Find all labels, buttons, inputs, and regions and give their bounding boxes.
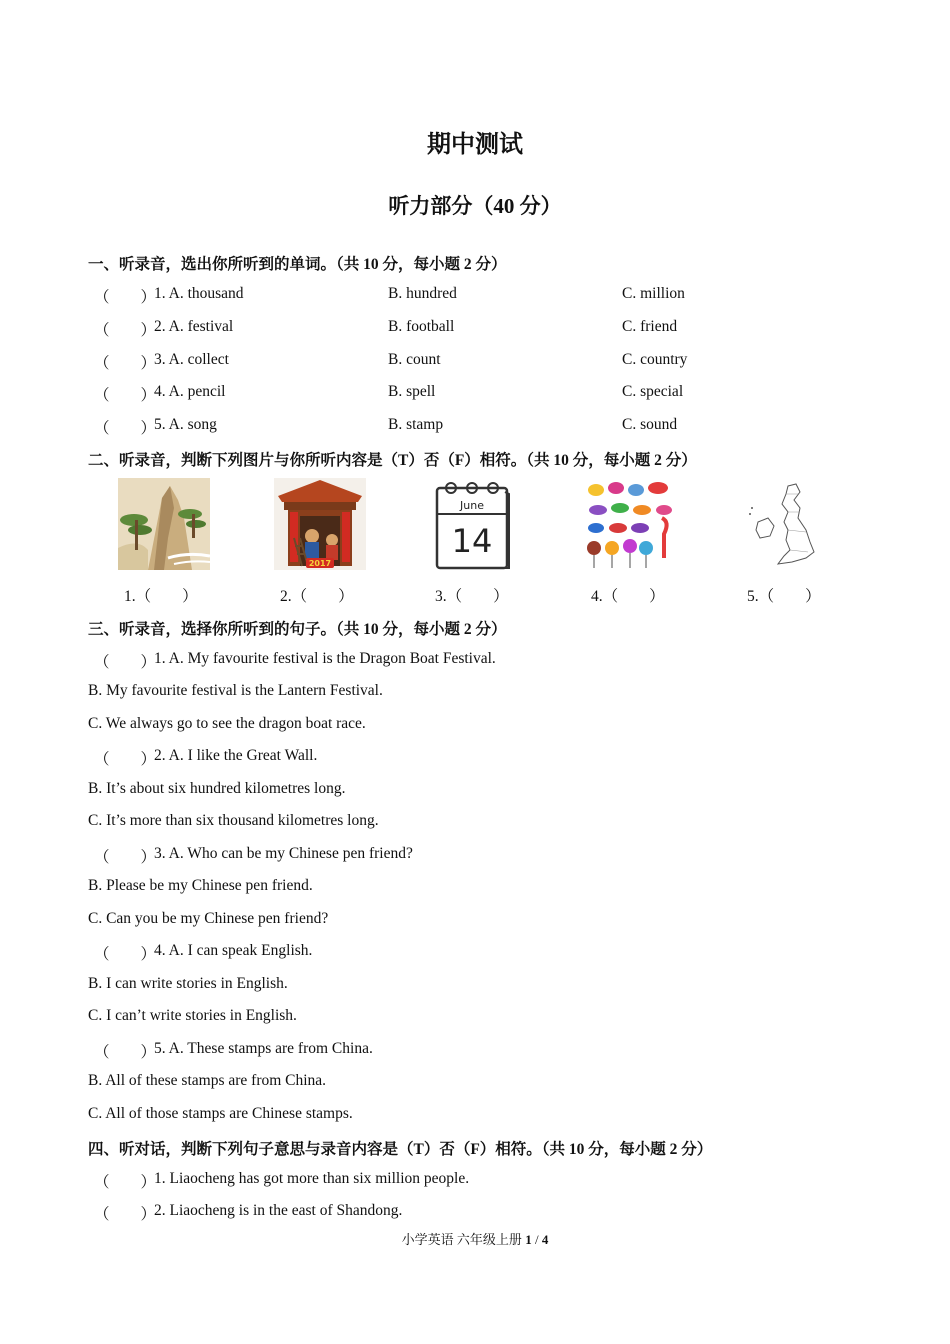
page-number: 1 bbox=[525, 1232, 532, 1247]
option-a: 1. A. thousand bbox=[154, 285, 244, 302]
answer-bracket: （ ） bbox=[94, 322, 157, 339]
option-b: B. hundred bbox=[388, 285, 457, 302]
option-b: B. I can write stories in English. bbox=[88, 975, 288, 992]
part1-heading: 一、听录音，选出你所听到的单词。（共 10 分，每小题 2 分） bbox=[88, 256, 507, 273]
option-c: C. million bbox=[622, 285, 685, 302]
picture-answer: 4.（ ） bbox=[591, 588, 665, 605]
calendar-day: 14 bbox=[451, 522, 493, 560]
option-a: 5. A. These stamps are from China. bbox=[154, 1040, 373, 1057]
option-a: 1. A. My favourite festival is the Dragon Boat Festival. bbox=[154, 650, 496, 667]
answer-bracket: （ ） bbox=[94, 654, 157, 671]
calendar-icon bbox=[433, 478, 513, 572]
page-title: 期中测试 bbox=[427, 132, 523, 158]
option-a: 2. A. I like the Great Wall. bbox=[154, 747, 318, 764]
option-b: B. count bbox=[388, 351, 441, 368]
page-total: 4 bbox=[541, 1232, 549, 1247]
page-footer bbox=[0, 1229, 950, 1248]
part2-heading: 二、听录音，判断下列图片与你所听内容是（T）否（F）相符。（共 10 分，每小题 2 分） bbox=[88, 452, 697, 469]
option-c: C. I can’t write stories in English. bbox=[88, 1007, 297, 1024]
option-c: C. country bbox=[622, 351, 688, 368]
part3-heading: 三、听录音，选择你所听到的句子。（共 10 分，每小题 2 分） bbox=[88, 621, 507, 638]
option-b: B. All of these stamps are from China. bbox=[88, 1072, 327, 1089]
part4-heading: 四、听对话，判断下列句子意思与录音内容是（T）否（F）相符。（共 10 分，每小题 2 分） bbox=[88, 1141, 713, 1158]
footer-text: 小学英语 六年级上册 bbox=[401, 1232, 522, 1247]
answer-bracket: （ ） bbox=[94, 1206, 157, 1223]
option-a: 2. A. festival bbox=[154, 318, 234, 335]
option-b: B. It’s about six hundred kilometres long. bbox=[88, 780, 346, 797]
poster-year: 2017 bbox=[308, 559, 332, 568]
answer-bracket: （ ） bbox=[94, 1174, 157, 1191]
option-a: 4. A. I can speak English. bbox=[154, 942, 313, 959]
answer-bracket: （ ） bbox=[94, 355, 157, 372]
option-a: 4. A. pencil bbox=[154, 383, 226, 400]
section-title: 听力部分（40 分） bbox=[388, 194, 562, 218]
option-b: B. Please be my Chinese pen friend. bbox=[88, 877, 313, 894]
candy-icon bbox=[584, 478, 676, 570]
uk-map-icon bbox=[748, 478, 820, 570]
statement: 1. Liaocheng has got more than six million people. bbox=[154, 1170, 470, 1187]
option-b: B. spell bbox=[388, 383, 436, 400]
option-a: 3. A. collect bbox=[154, 351, 229, 368]
calendar-month: June bbox=[460, 499, 484, 512]
option-c: C. Can you be my Chinese pen friend? bbox=[88, 910, 329, 927]
picture-answer: 2.（ ） bbox=[280, 588, 354, 605]
option-a: 5. A. song bbox=[154, 416, 217, 433]
spring-festival-door-icon bbox=[274, 478, 366, 570]
option-a: 3. A. Who can be my Chinese pen friend? bbox=[154, 845, 413, 862]
option-c: C. special bbox=[622, 383, 684, 400]
answer-bracket: （ ） bbox=[94, 751, 157, 768]
answer-bracket: （ ） bbox=[94, 387, 157, 404]
answer-bracket: （ ） bbox=[94, 849, 157, 866]
mountain-landscape-icon bbox=[118, 478, 210, 570]
answer-bracket: （ ） bbox=[94, 946, 157, 963]
picture-answer: 1.（ ） bbox=[124, 588, 198, 605]
option-b: B. stamp bbox=[388, 416, 444, 433]
option-c: C. All of those stamps are Chinese stamps. bbox=[88, 1105, 353, 1122]
option-c: C. friend bbox=[622, 318, 678, 335]
option-b: B. My favourite festival is the Lantern Festival. bbox=[88, 682, 383, 699]
answer-bracket: （ ） bbox=[94, 420, 157, 437]
option-c: C. It’s more than six thousand kilometres long. bbox=[88, 812, 379, 829]
option-c: C. sound bbox=[622, 416, 678, 433]
answer-bracket: （ ） bbox=[94, 289, 157, 306]
answer-bracket: （ ） bbox=[94, 1044, 157, 1061]
statement: 2. Liaocheng is in the east of Shandong. bbox=[154, 1202, 403, 1219]
option-c: C. We always go to see the dragon boat race. bbox=[88, 715, 366, 732]
option-b: B. football bbox=[388, 318, 455, 335]
picture-answer: 3.（ ） bbox=[435, 588, 509, 605]
page-separator: / bbox=[534, 1232, 539, 1247]
picture-answer: 5.（ ） bbox=[747, 588, 821, 605]
